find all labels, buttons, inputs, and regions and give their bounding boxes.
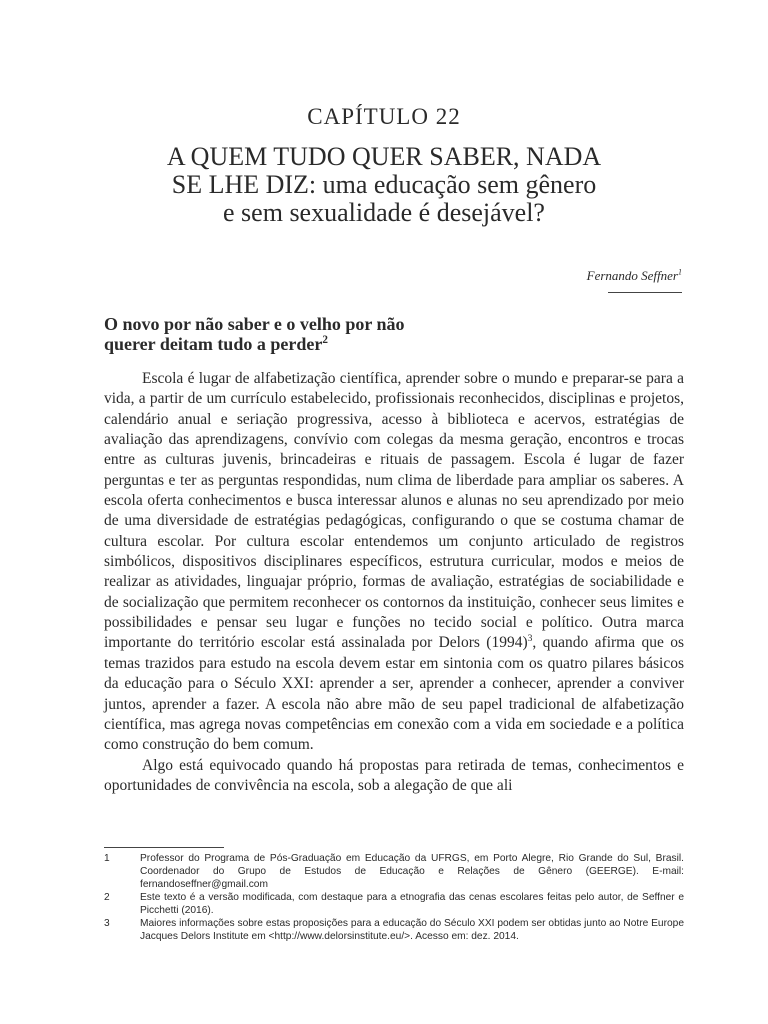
footnote-marker: 1: [677, 267, 682, 277]
footnote-text: Este texto é a versão modificada, com destaque para a etnografia das cenas escolares feitas pelo autor, de Seffner e Picchetti (2016).: [140, 892, 684, 916]
chapter-title: [84, 143, 684, 227]
author-divider: [608, 292, 682, 293]
footnote-divider: [104, 847, 224, 848]
footnote-marker: 3: [527, 633, 533, 645]
author-name: Fernando Seffner: [586, 268, 678, 283]
footnote-number: 1: [104, 853, 110, 864]
chapter-title-line: e sem sexualidade é desejável?: [223, 198, 545, 227]
section-heading: [104, 314, 524, 354]
footnote-number: 2: [104, 892, 110, 903]
author-byline: [587, 268, 682, 284]
footnote-text: Professor do Programa de Pós-Graduação em Educação da UFRGS, em Porto Alegre, Rio Grande do Sul, Brasil. Coordenador do Grupo de Estudos de Educação e Relações de Gênero (GEERGE). E-mail: fernandoseffner@gmail.com: [140, 853, 684, 890]
section-heading-line: querer deitam tudo a perder$^2$: [104, 334, 328, 354]
body-paragraph: Escola é lugar de alfabetização científica, aprender sobre o mundo e preparar-se para a vida, a partir de um currículo estabelecido, profissionais reconhecidos, disciplinas e projetos, calendário anual e seriação progressiva, acesso à biblioteca e acervos, estratégias de avaliação das aprendizagens, convívio com colegas da mesma geração, encontros e trocas entre as culturas juvenis, brincadeiras e rituais de passagem. Escola é lugar de fazer perguntas e ter as perguntas respondidas, num clima de liberdade para ampliar os saberes. A escola oferta conhecimentos e busca interessar alunos e alunas no seu aprendizado por meio de uma diversidade de estratégias pedagógicas, configurando o que se costuma chamar de cultura escolar. Por cultura escolar entendemos um conjunto articulado de registros simbólicos, dispositivos disciplinares específicos, estrutura curricular, modos e meios de realizar as atividades, linguajar próprio, formas de avaliação, estratégias de sociabilidade e de socialização que permitem reconhecer os contornos da instituição, conhecer seus limites e possibilidades e pensar seu lugar e funções no tecido social e político. Outra marca importante do território escolar está assinalada por Delors $(1994)^3$, quando afirma que os temas trazidos para estudo na escola devem estar em sintonia com os quatro pilares básicos da educação para o Século XXI: aprender a ser, aprender a conhecer, aprender a conviver juntos, aprender a fazer. A escola não abre mão de seu papel tradicional de alfabetização científica, mas agrega novas competências em conexão com a vida em sociedade e a política como construção do bem comum.: [104, 370, 684, 754]
footnote-item: [104, 891, 684, 917]
chapter-number: CAPÍTULO 22: [307, 104, 461, 129]
footnotes: [104, 852, 684, 943]
body-text: [104, 369, 684, 796]
footnote-number: 3: [104, 918, 110, 929]
chapter-title-line: SE LHE DIZ: uma educação sem gênero: [171, 170, 597, 199]
footnote-marker: 2: [322, 334, 328, 346]
footnote-text: Maiores informações sobre estas proposições para a educação do Século XXI podem ser obtidas junto ao Notre Europe Jacques Delors Institute em <http://www.delorsinstitute.eu/>. Acesso em: dez. 2014.: [140, 918, 684, 942]
body-paragraph: Algo está equivocado quando há propostas para retirada de temas, conhecimentos e oportunidades de convivência na escola, sob a alegação de que ali: [104, 756, 684, 794]
chapter-title-line: A QUEM TUDO QUER SABER, NADA: [166, 142, 602, 171]
footnote-item: [104, 917, 684, 943]
footnote-item: [104, 852, 684, 891]
section-heading-line: O novo por não saber e o velho por não: [104, 314, 405, 334]
